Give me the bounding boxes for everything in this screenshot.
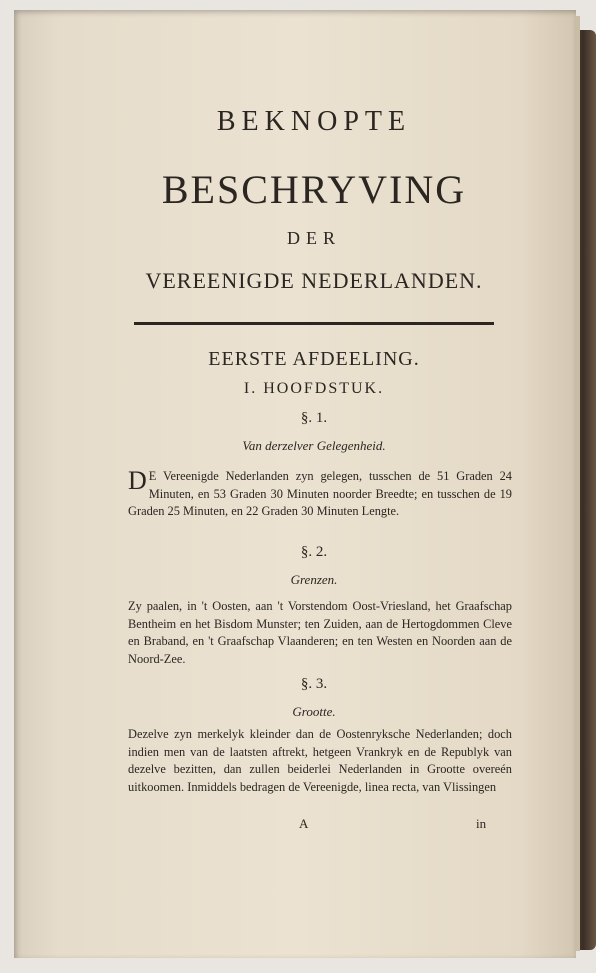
title-line-3: DER xyxy=(287,228,341,248)
section-paragraph: Zy paalen, in 't Oosten, aan 't Vorstendom Oost-Vriesland, het Graafschap Bentheim en het Bisdom Munster; ten Zuiden, aan de Hertogdommen Cleve en Braband, en 't Graafschap Vlaanderen; en ten Westen en Noorden aan de Noord-Zee. xyxy=(128,599,512,666)
page-edge xyxy=(574,16,580,951)
drop-cap: D xyxy=(128,466,147,495)
afdeeling-heading: EERSTE AFDEELING. xyxy=(208,348,420,370)
hoofdstuk-heading: I. HOOFDSTUK. xyxy=(243,380,385,397)
catchword: in xyxy=(476,816,487,831)
section-paragraph xyxy=(128,468,512,521)
signature-mark: A xyxy=(299,816,309,831)
title-line-4: VEREENIGDE NEDERLANDEN. xyxy=(145,268,483,293)
section-paragraph: Dezelve zyn merkelyk kleinder dan de Oostenryksche Nederlanden; doch indien men van de laatsten aftrekt, hetgeen Vrankryk en de Republyk van dezelve bezitten, dan zullen beiderlei Nederlanden in Grootte overeén uitkoomen. Inmiddels bedragen de Vereenigde, linea recta, van Vlissingen xyxy=(128,727,512,794)
section-number: §. 3. xyxy=(300,676,328,692)
book-page xyxy=(14,10,576,958)
section-number: §. 1. xyxy=(300,410,328,426)
title-line-1: BEKNOPTE xyxy=(216,106,412,137)
title-rule xyxy=(134,322,494,325)
section-heading: Grenzen. xyxy=(290,572,338,587)
section-number: §. 2. xyxy=(300,544,328,560)
title-line-2: BESCHRYVING xyxy=(161,167,467,212)
paragraph-text: E Vereenigde Nederlanden zyn gelegen, tusschen de 51 Graden 24 Minuten, en 53 Graden 30 Minuten noorder Breedte; en tusschen de 19 Graden 25 Minuten, en 22 Graden 30 Minuten Lengte. xyxy=(128,469,512,518)
section-heading: Grootte. xyxy=(292,704,336,719)
section-heading: Van derzelver Gelegenheid. xyxy=(242,438,386,453)
